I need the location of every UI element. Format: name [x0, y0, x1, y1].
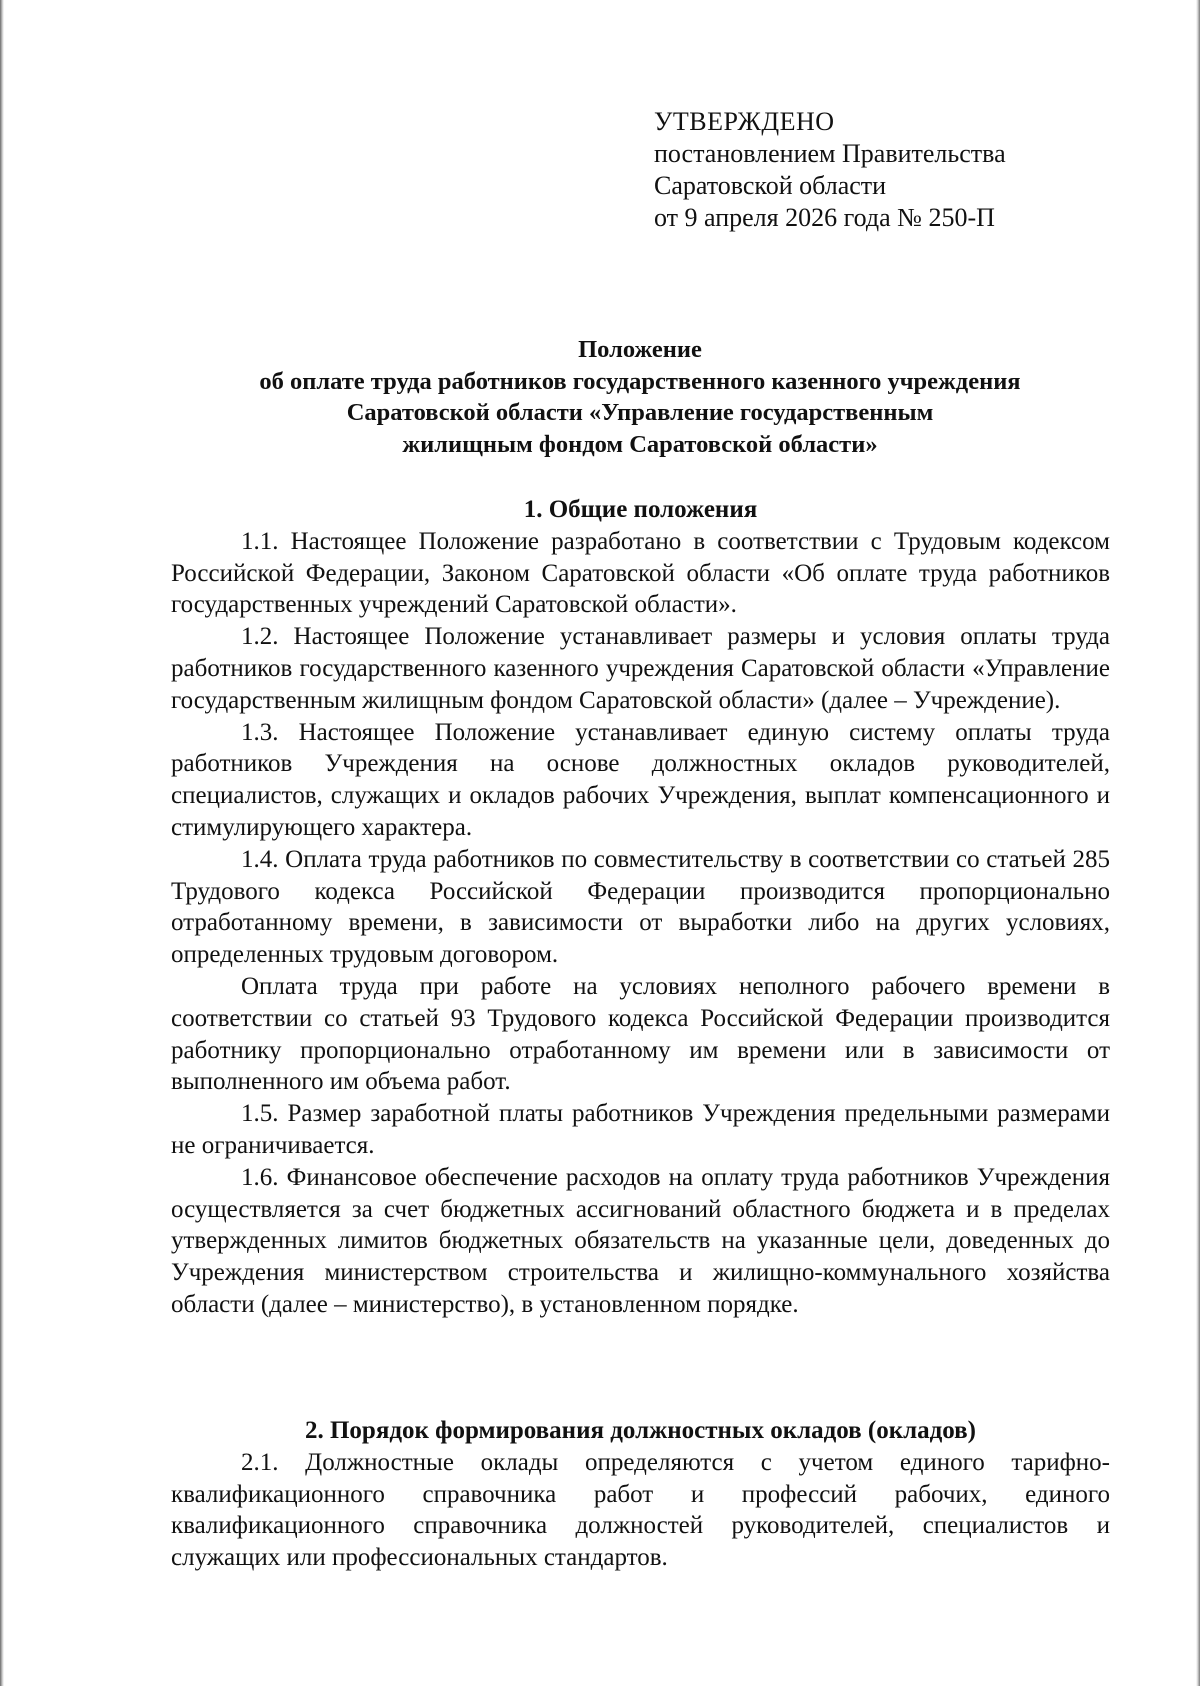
paragraph-1-6: 1.6. Финансовое обеспечение расходов на оплату труда работников Учреждения осуществляется за счет бюджетных ассигнований областного бюджета и в пределах утвержденных лимитов бюджетных обязательств на указанные цели, доведенных до Учреждения министерством строительства и жилищно-коммунального хозяйства области (далее – министерство), в установленном порядке.	[171, 1163, 1110, 1318]
section-2-heading: 2. Порядок формирования должностных окладов (окладов)	[304, 1417, 977, 1444]
section-general-provisions	[171, 494, 1110, 1321]
section-salary-formation	[171, 1415, 1110, 1574]
paragraph-1-4-part-time: Оплата труда при работе на условиях неполного рабочего времени в соответствии со статьей 93 Трудового кодекса Российской Федерации производится работнику пропорционально отработанному им времени или в зависимости от выполненного им объема работ.	[171, 972, 1110, 1096]
paragraph-1-4: 1.4. Оплата труда работников по совместительству в соответствии со статьей 285 Трудового кодекса Российской Федерации производится пропорционально отработанному времени, в зависимости от выработки либо на других условиях, определенных трудовым договором.	[171, 845, 1110, 969]
approval-line-1: постановлением Правительства	[654, 139, 1006, 168]
title-line-2: об оплате труда работников государственного казенного учреждения	[259, 367, 1021, 395]
approval-stamp-block	[654, 106, 1006, 234]
document-title	[160, 334, 1120, 460]
title-line-3: Саратовской области «Управление государственным	[346, 399, 934, 426]
scan-edge-right	[1196, 0, 1200, 1686]
paragraph-1-3: 1.3. Настоящее Положение устанавливает единую систему оплаты труда работников Учреждения на основе должностных окладов руководителей, специалистов, служащих и окладов рабочих Учреждения, выплат компенсационного и стимулирующего характера.	[171, 718, 1110, 841]
scan-edge-left	[0, 0, 4, 1686]
approval-heading: УТВЕРЖДЕНО	[654, 107, 835, 136]
section-1-heading: 1. Общие положения	[523, 496, 758, 523]
paragraph-1-2: 1.2. Настоящее Положение устанавливает размеры и условия оплаты труда работников государственного казенного учреждения Саратовской области «Управление государственным жилищным фондом Саратовской области» (далее – Учреждение).	[171, 623, 1110, 714]
title-line-4: жилищным фондом Саратовской области»	[402, 430, 878, 458]
title-line-1: Положение	[578, 336, 702, 363]
approval-line-3: от 9 апреля 2026 года № 250-П	[654, 203, 995, 232]
paragraph-2-1: 2.1. Должностные оклады определяются с учетом единого тарифно-квалификационного справочника работ и профессий рабочих, единого квалификационного справочника должностей руководителей, специалистов и служащих или профессиональных стандартов.	[171, 1448, 1110, 1572]
paragraph-1-5: 1.5. Размер заработной платы работников Учреждения предельными размерами не ограничивается.	[171, 1100, 1110, 1159]
paragraph-1-1: 1.1. Настоящее Положение разработано в соответствии с Трудовым кодексом Российской Федерации, Законом Саратовской области «Об оплате труда работников государственных учреждений Саратовской области».	[171, 527, 1110, 619]
approval-line-2: Саратовской области	[654, 171, 887, 200]
